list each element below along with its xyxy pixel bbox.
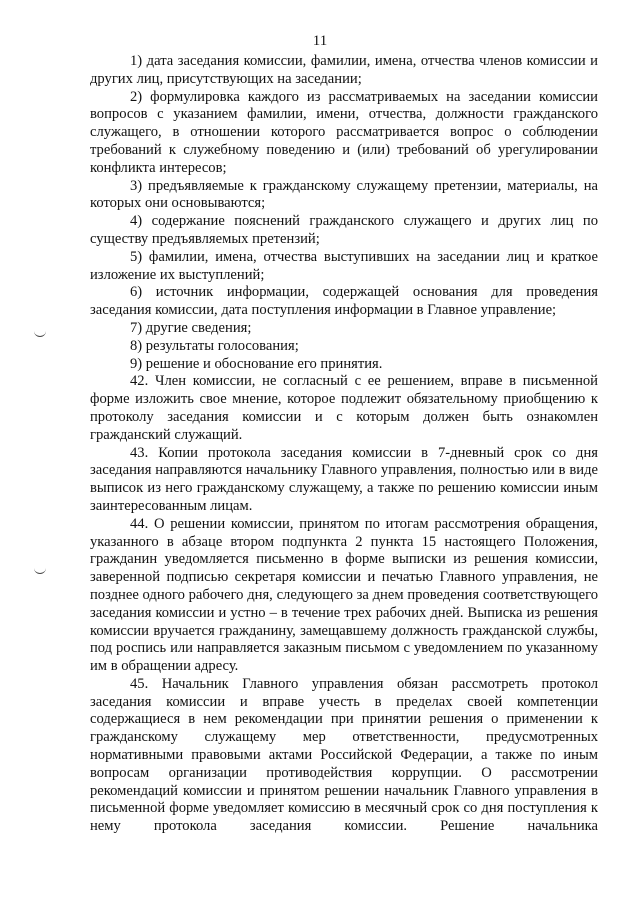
paragraph-clause-42: 42. Член комиссии, не согласный с ее решением, вправе в письменной форме изложить свое мнение, которое подлежит обязательному приобщению к протоколу заседания комиссии и с которым должен быть ознакомлен гражданский служащий. (90, 373, 598, 443)
paragraph-item-5: 5) фамилии, имена, отчества выступивших на заседании лиц и краткое изложение их выступлений; (90, 248, 598, 283)
document-body (90, 53, 598, 836)
paragraph-item-2: 2) формулировка каждого из рассматриваемых на заседании комиссии вопросов с указанием фамилии, имени, отчества, должности гражданского служащего, в отношении которого рассматривается вопрос о соблюдении требований к служебному поведению и (или) требований об урегулировании конфликта интересов; (90, 88, 598, 176)
paragraph-clause-43: 43. Копии протокола заседания комиссии в 7-дневный срок со дня заседания направляются начальнику Главного управления, полностью или в виде выписок из него гражданскому служащему, а также по решению комиссии иным заинтересованным лицам. (90, 444, 598, 514)
paragraph-clause-45: 45. Начальник Главного управления обязан рассмотреть протокол заседания комиссии и вправе учесть в пределах своей компетенции содержащиеся в нем рекомендации при принятии решения о применении к гражданскому служащему мер ответственности, предусмотренных нормативными правовыми актами Российской Федерации, а также по иным вопросам организации противодействия коррупции. О рассмотрении рекомендаций комиссии и принятом решении начальник Главного управления в письменной форме уведомляет комиссию в месячный срок со дня поступления к нему протокола заседания комиссии. Решение начальника (90, 675, 598, 835)
paragraph-item-8: 8) результаты голосования; (130, 337, 299, 354)
paragraph-clause-44: 44. О решении комиссии, принятом по итогам рассмотрения обращения, указанного в абзаце втором подпункта 2 пункта 15 настоящего Положения, гражданин уведомляется письменно в форме выписки из решения комиссии, заверенной подписью секретаря комиссии и печатью Главного управления, не позднее одного рабочего дня, следующего за днем проведения соответствующего заседания комиссии и устно – в течение трех рабочих дней. Выписка из решения комиссии вручается гражданину, замещавшему должность гражданской службы, под роспись или направляется заказным письмом с уведомлением по указанному им в обращении адресу. (90, 515, 598, 675)
paragraph-item-6: 6) источник информации, содержащей основания для проведения заседания комиссии, дата поступления информации в Главное управление; (90, 284, 598, 319)
page-number: 11 (312, 33, 328, 49)
binding-hole-mark-bottom (34, 567, 46, 574)
paragraph-item-7: 7) другие сведения; (130, 319, 252, 336)
paragraph-item-4: 4) содержание пояснений гражданского служащего и других лиц по существу предъявляемых претензий; (90, 213, 598, 247)
paragraph-item-3: 3) предъявляемые к гражданскому служащему претензии, материалы, на которых они основываются; (90, 177, 598, 212)
paragraph-item-1: 1) дата заседания комиссии, фамилии, имена, отчества членов комиссии и других лиц, присутствующих на заседании; (90, 53, 598, 87)
binding-hole-mark-top (34, 330, 46, 337)
paragraph-item-9: 9) решение и обоснование его принятия. (130, 355, 383, 372)
